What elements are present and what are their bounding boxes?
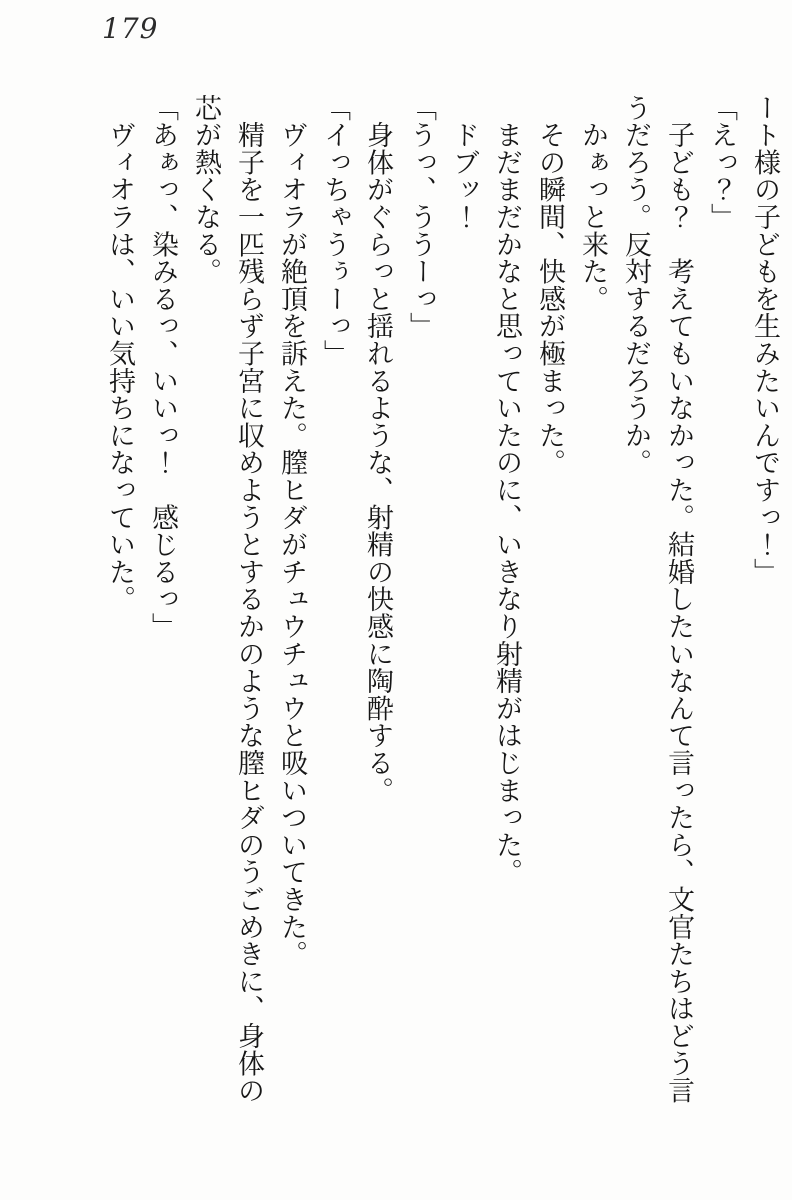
- body-text: [98, 94, 786, 1124]
- paragraph: その瞬間、快感が極まった。: [534, 94, 565, 477]
- paragraph: ドブッ！: [448, 94, 479, 231]
- paragraph: ート様の子どもを生みたいんですっ！」: [749, 94, 780, 586]
- paragraph: 「えっ？」: [706, 94, 737, 231]
- page-number: 179: [102, 12, 159, 45]
- paragraph: 「イっちゃうぅーっ」: [319, 94, 350, 367]
- paragraph: 身体がぐらっと揺れるような、射精の快感に陶酔する。: [362, 94, 393, 804]
- paragraph: かぁっと来た。: [577, 94, 608, 313]
- paragraph: 「あぁっ、染みるっ、いいっ！ 感じるっ」: [147, 94, 178, 640]
- paragraph: ヴィオラは、いい気持ちになっていた。: [104, 94, 135, 613]
- paragraph: まだまだかなと思っていたのに、いきなり射精がはじまった。: [491, 94, 522, 886]
- paragraph: 「うっ、ううーっ」: [405, 94, 436, 340]
- paragraph: ヴィオラが絶頂を訴えた。膣ヒダがチュウチュウと吸いついてきた。: [276, 94, 307, 968]
- paragraph: 子ども？ 考えてもいなかった。結婚したいなんて言ったら、文官たちはどう言うだろう。反対するだろうか。: [620, 94, 694, 1105]
- paragraph: 精子を一匹残らず子宮に収めようとするかのような膣ヒダのうごめきに、身体の芯が熱くなる。: [190, 94, 264, 1105]
